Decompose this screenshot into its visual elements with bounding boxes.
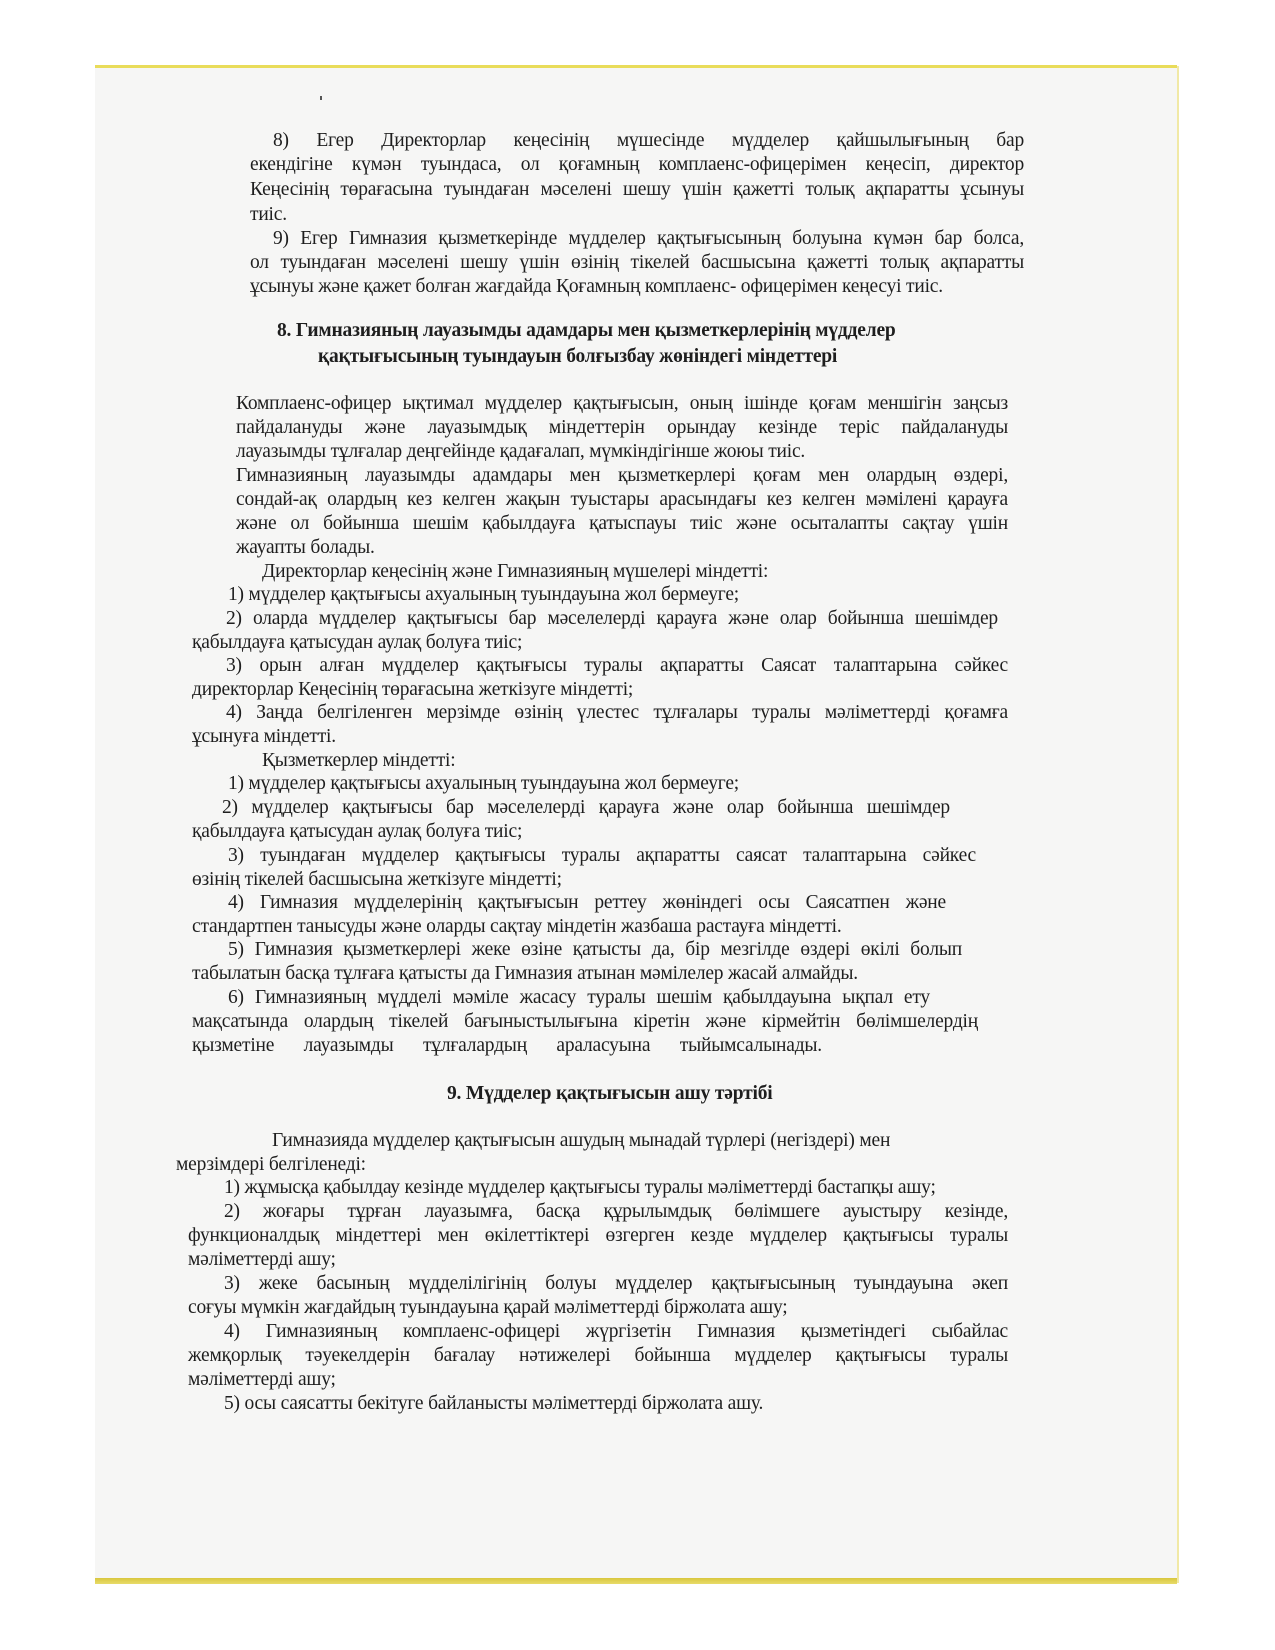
text-line: 8) Егер Директорлар кеңесінің мүшесінде мүдделер қайшылығының бар (273, 130, 1024, 151)
text-line: 4) Гимназияның комплаенс-офицері жүргізетін Гимназия қызметіндегі сыбайлас (224, 1321, 1008, 1342)
text-line: мақсатында олардың тікелей бағыныстылығына кіретін және кірмейтін бөлімшелердің (192, 1011, 978, 1032)
text-line: жауапты болады. (236, 537, 375, 558)
text-line: табылатын басқа тұлғаға қатысты да Гимназия атынан мәмілелер жасай алмайды. (192, 963, 858, 984)
text-line: тиіс. (250, 204, 287, 225)
text-line: Кеңесінің төрағасына туындаған мәселені шешу үшін қажетті толық ақпаратты ұсынуы (250, 179, 1024, 200)
text-line: мәліметтерді ашу; (188, 1249, 336, 1270)
text-line: 4) Заңда белгіленген мерзімде өзінің үлестес тұлғалары туралы мәліметтерді қоғамға (226, 702, 1008, 723)
text-line: екендігіне күмән туындаса, ол қоғамның комплаенс-офицерімен кеңесіп, директор (250, 154, 1024, 175)
text-line: функционалдық міндеттері мен өкілеттіктері өзгерген кезде мүдделер қақтығысы туралы (188, 1225, 1008, 1246)
section-8-title-line2: қақтығысының туындауын болғызбау жөніндегі міндеттері (318, 346, 838, 367)
text-line: Гимназияда мүдделер қақтығысын ашудың мынадай түрлері (негіздері) мен (272, 1130, 891, 1151)
text-line: 2) жоғары тұрған лауазымға, басқа құрылымдық бөлімшеге ауыстыру кезінде, (224, 1201, 1008, 1222)
text-line: жемқорлық тәуекелдерін бағалау нәтижелері бойынша мүдделер қақтығысы туралы (188, 1345, 1008, 1366)
text-line: Комплаенс-офицер ықтимал мүдделер қақтығысын, оның ішінде қоғам меншігін заңсыз (236, 393, 1008, 414)
text-line: Гимназияның лауазымды адамдары мен қызметкерлері қоғам мен олардың өздері, (236, 465, 1008, 486)
text-line: 1) мүдделер қақтығысы ахуалының туындауына жол бермеуге; (228, 584, 740, 605)
text-line: мерзімдері белгіленеді: (176, 1154, 366, 1175)
text-line: ұсынуға міндетті. (192, 726, 336, 747)
text-line: ол туындаған мәселені шешу үшін өзінің тікелей басшысына қажетті толық ақпаратты (250, 252, 1024, 273)
text-line: директорлар Кеңесінің төрағасына жеткізуге міндетті; (192, 679, 634, 700)
scan-speck (320, 96, 322, 100)
text-line: қызметіне лауазымды тұлғалардың араласуына тыйымсалынады. (192, 1035, 822, 1056)
text-line: 6) Гимназияның мүдделі мәміле жасасу туралы шешім қабылдауына ықпал ету (228, 987, 930, 1008)
board-heading: Директорлар кеңесінің және Гимназияның мүшелері міндетті: (262, 561, 769, 582)
text-line: 3) жеке басының мүдделілігінің болуы мүдделер қақтығысының туындауына әкеп (224, 1273, 1008, 1294)
text-line: 5) Гимназия қызметкерлері жеке өзіне қатысты да, бір мезгілде өздері өкілі болып (228, 939, 962, 960)
text-line: 9) Егер Гимназия қызметкерінде мүдделер қақтығысының болуына күмән бар болса, (273, 228, 1024, 249)
staff-heading: Қызметкерлер міндетті: (262, 750, 456, 771)
text-line: стандартпен танысуды және оларды сақтау міндетін жазбаша растауға міндетті. (192, 916, 842, 937)
page-edge-top (95, 65, 1177, 68)
text-line: қабылдауға қатысудан аулақ болуға тиіс; (192, 632, 523, 653)
text-line: 1) мүдделер қақтығысы ахуалының туындауына жол бермеуге; (228, 773, 740, 794)
text-line: 2) мүдделер қақтығысы бар мәселелерді қарауға және олар бойынша шешімдер (222, 797, 950, 818)
text-line: 3) орын алған мүдделер қақтығысы туралы ақпаратты Саясат талаптарына сәйкес (226, 655, 1008, 676)
text-line: лауазымды тұлғалар деңгейінде қадағалап, мүмкіндігінше жоюы тиіс. (236, 441, 806, 462)
text-line: мәліметтерді ашу; (188, 1369, 336, 1390)
text-line: пайдалануды және лауазымдық міндеттерін орындау кезінде теріс пайдалануды (236, 417, 1008, 438)
text-line: және ол бойынша шешім қабылдауға қатыспауы тиіс және осыталапты сақтау үшін (236, 513, 1008, 534)
text-line: 2) оларда мүдделер қақтығысы бар мәселелерді қарауға және олар бойынша шешімдер (226, 608, 998, 629)
page-edge-bottom (95, 1578, 1177, 1584)
text-line: қабылдауға қатысудан аулақ болуға тиіс; (192, 821, 523, 842)
text-line: сондай-ақ олардың кез келген жақын туыстары арасындағы кез келген мәмілені қарауға (236, 489, 1008, 510)
section-8-title: 8. Гимназияның лауазымды адамдары мен қызметкерлерінің мүдделер (277, 320, 896, 341)
section-9-title: 9. Мүдделер қақтығысын ашу тәртібі (447, 1083, 773, 1104)
text-line: 4) Гимназия мүдделерінің қақтығысын реттеу жөніндегі осы Саясатпен және (228, 892, 946, 913)
text-line: 1) жұмысқа қабылдау кезінде мүдделер қақтығысы туралы мәліметтерді бастапқы ашу; (224, 1177, 936, 1198)
text-line: ұсынуы және қажет болған жағдайда Қоғамның комплаенс- офицерімен кеңесуі тиіс. (250, 276, 943, 297)
text-line: 5) осы саясатты бекітуге байланысты мәліметтерді біржолата ашу. (224, 1393, 764, 1414)
text-line: өзінің тікелей басшысына жеткізуге міндетті; (192, 869, 562, 890)
text-line: соғуы мүмкін жағдайдың туындауына қарай мәліметтерді біржолата ашу; (188, 1297, 788, 1318)
text-line: 3) туындаған мүдделер қақтығысы туралы ақпаратты саясат талаптарына сәйкес (228, 845, 976, 866)
